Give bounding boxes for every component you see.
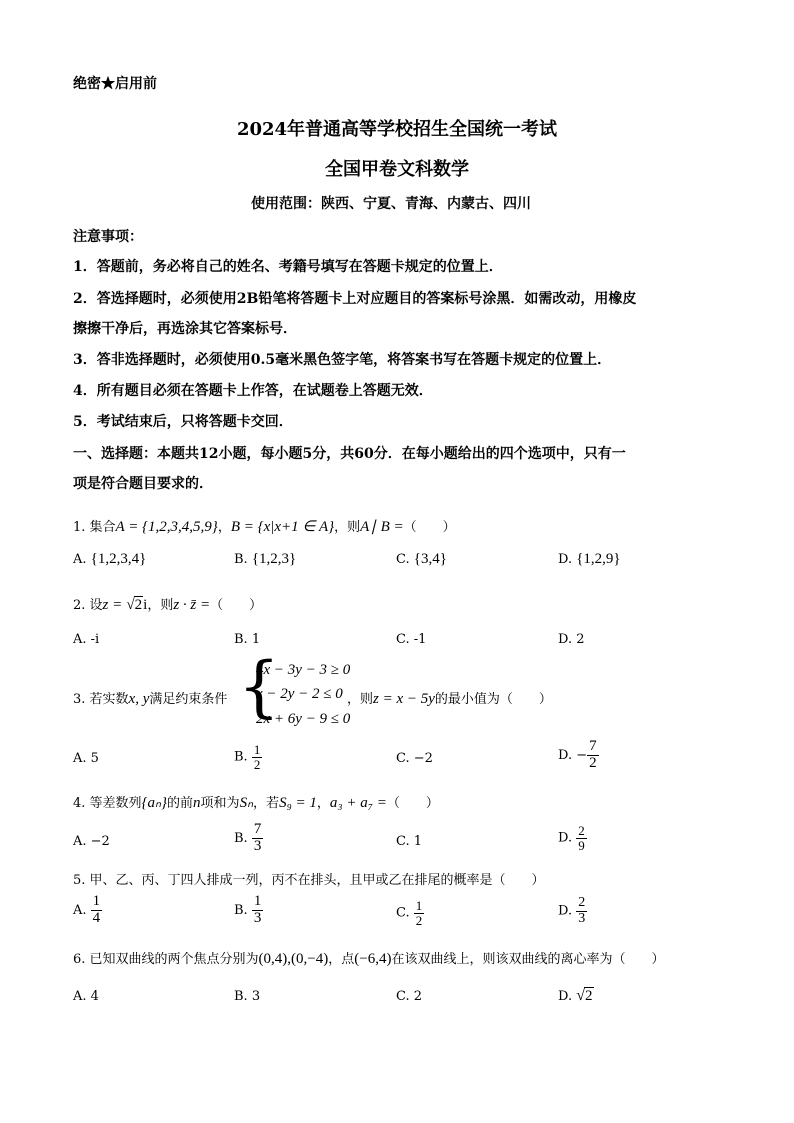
q4-option-c: C. 1 <box>396 834 423 849</box>
q3-brace: { <box>238 648 280 725</box>
q3-constraint-2: x − 2y − 2 ≤ 0 <box>256 686 343 702</box>
q2-mid: ，则 <box>147 598 174 613</box>
q6-option-b: B. 3 <box>234 989 261 1004</box>
question-3 <box>73 688 227 708</box>
q5-option-c: C. $\frac{1}{2}$ <box>396 898 423 928</box>
q1-option-d: D. {1,2,9} <box>558 551 621 567</box>
q2-option-d: D. 2 <box>558 632 585 647</box>
q3-option-a: A. 5 <box>73 751 99 766</box>
note-3: 3．答非选择题时，必须使用0.5毫米黑色签字笔，将答案书写在答题卡规定的位置上． <box>73 352 612 368</box>
note-2b: 擦擦干净后，再选涂其它答案标号． <box>73 321 297 337</box>
q5-option-d: D. $\frac{2}{3}$ <box>558 895 586 926</box>
q2-z: z = <box>102 597 123 613</box>
q3-constraint-3: 2x + 6y − 9 ≤ 0 <box>256 711 351 727</box>
usage-scope: 使用范围：陕西、宁夏、青海、内蒙古、四川 <box>251 196 531 212</box>
question-2: 2. 设z = √2i，则z · z̄ =（ ） <box>73 597 263 613</box>
question-1 <box>73 516 456 536</box>
q2-expression: z · z̄ = <box>173 597 211 613</box>
note-2a: 2．答选择题时，必须使用2B铅笔将答题卡上对应题目的答案标号涂黑．如需改动，用橡皮 <box>73 291 637 307</box>
q3-condition-label: 满足约束条件 <box>149 692 228 707</box>
q2-i: i <box>143 597 148 613</box>
q1-option-c: C. {3,4} <box>396 551 447 567</box>
q1-tail: ，则 <box>334 520 361 535</box>
q2-lead: 2. 设 <box>73 598 103 613</box>
q3-vars: x, y <box>128 691 150 707</box>
notes-heading: 注意事项： <box>73 229 143 245</box>
q2-option-c: C. -1 <box>396 632 427 647</box>
exam-subtitle: 全国甲卷文科数学 <box>325 159 469 180</box>
q2-paren: （ ） <box>210 598 263 613</box>
q6-option-d: D. √2 <box>558 987 593 1004</box>
question-6: 6. 已知双曲线的两个焦点分别为(0,4),(0,−4)，点(−6,4)在该双曲线上，则该双曲线的离心率为（ ） <box>73 951 665 967</box>
q3-constraint-1: 4x − 3y − 3 ≥ 0 <box>256 662 351 678</box>
q1-comma: ， <box>217 520 231 535</box>
q4-option-a: A. −2 <box>73 834 110 849</box>
section-heading-line2: 项是符合题目要求的． <box>73 476 213 492</box>
q6-option-c: C. 2 <box>396 989 423 1004</box>
q2-radicand: 2 <box>134 597 143 613</box>
q1-option-b: B. {1,2,3} <box>234 551 297 567</box>
q3-option-c: C. −2 <box>396 751 433 766</box>
q3-lead: 3. 若实数 <box>73 692 129 707</box>
q5-option-b: B. $\frac{1}{3}$ <box>234 893 262 926</box>
note-1: 1．答题前，务必将自己的姓名、考籍号填写在答题卡规定的位置上． <box>73 259 503 275</box>
q2-option-a: A. -i <box>73 632 100 647</box>
question-4: 4. 等差数列{aₙ}的前n项和为Sₙ，若S₉ = 1，a₃ + a₇ =（ ） <box>73 795 439 811</box>
q6-option-a: A. 4 <box>73 989 99 1004</box>
q4-option-d: D. $\frac{2}{9}$ <box>558 823 585 853</box>
note-5: 5．考试结束后，只将答题卡交回． <box>73 414 293 430</box>
section-heading-line1: 一、选择题：本题共12小题，每小题5分，共60分．在每小题给出的四个选项中，只有一 <box>73 446 626 462</box>
q3-objective: ，则z = x − 5y的最小值为（ ） <box>347 691 552 707</box>
q1-paren: （ ） <box>403 520 456 535</box>
exam-title: 2024年普通高等学校招生全国统一考试 <box>236 119 558 140</box>
question-5: 5. 甲、乙、丙、丁四人排成一列，丙不在排头，且甲或乙在排尾的概率是（ ） <box>73 873 545 888</box>
q1-set-a: A = {1,2,3,4,5,9} <box>115 519 218 535</box>
note-4: 4．所有题目必须在答题卡上作答，在试题卷上答题无效． <box>73 383 433 399</box>
q4-option-b: B. $\frac{7}{3}$ <box>234 821 262 854</box>
q2-option-b: B. 1 <box>234 632 261 647</box>
q5-option-a: A. $\frac{1}{4}$ <box>73 893 101 926</box>
q3-option-d: D. − $\frac{7}{2}$ <box>558 738 597 771</box>
q3-option-b: B. $\frac{1}{2}$ <box>234 742 261 772</box>
q1-set-b: B = {x|x+1 ∈ A} <box>230 519 335 535</box>
q1-option-a: A. {1,2,3,4} <box>73 551 147 567</box>
confidential-label: 绝密★启用前 <box>73 76 157 92</box>
q1-number: 1. 集合 <box>73 520 116 535</box>
q1-expression: A∣ B = <box>360 519 404 535</box>
